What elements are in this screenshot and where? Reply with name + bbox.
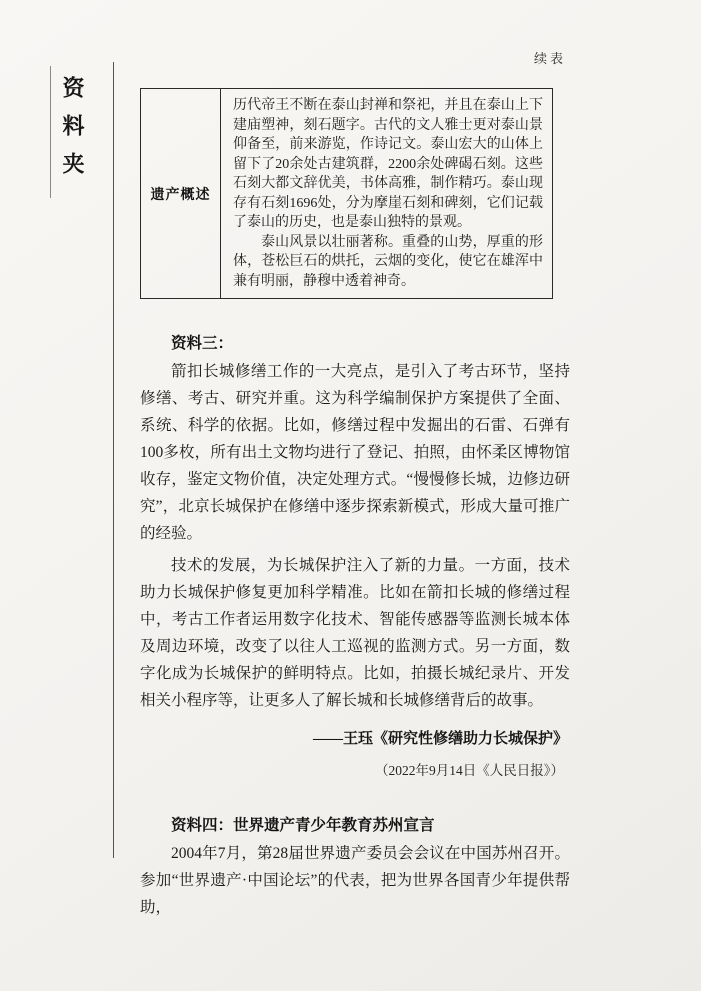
folder-tab-label: 资料夹 bbox=[60, 76, 85, 190]
margin-divider-line bbox=[113, 62, 114, 858]
table-row-header: 遗产概述 bbox=[141, 89, 221, 299]
material-four-heading: 资料四：世界遗产青少年教育苏州宣言 bbox=[171, 817, 435, 834]
material-three-paragraph-1: 箭扣长城修缮工作的一大亮点，是引入了考古环节，坚持修缮、考古、研究并重。这为科学编制保护方案提供了全面、系统、科学的依据。比如，修缮过程中发掘出的石雷、石弹有100多枚，所有出土文物均进行了登记、拍照，由怀柔区博物馆收存，鉴定文物价值，决定处理方式。“慢慢修长城，边修边研究”，北京长城保护在修缮中逐步探索新模式，形成大量可推广的经验。 bbox=[140, 363, 570, 542]
table-paragraph-2: 泰山风景以壮丽著称。重叠的山势，厚重的形体，苍松巨石的烘托，云烟的变化，使它在雄浑中兼有明丽，静穆中透着神奇。 bbox=[233, 234, 543, 289]
folder-tab-edge-line bbox=[50, 66, 51, 198]
page-content bbox=[140, 0, 570, 921]
attribution-line: ——王珏《研究性修缮助力长城保护》 bbox=[312, 731, 568, 747]
table-row bbox=[141, 89, 553, 299]
table-paragraph-1: 历代帝王不断在泰山封禅和祭祀，并且在泰山上下建庙塑神，刻石题字。古代的文人雅士更对泰山景仰备至，前来游览，作诗记文。泰山宏大的山体上留下了20余处古建筑群，2200余处碑碣石刻。这些石刻大都文辞优美，书体高雅，制作精巧。泰山现存有石刻1696处，分为摩崖石刻和碑刻，它们记载了泰山的历史，也是泰山独特的景观。 bbox=[233, 98, 543, 230]
source-citation-line: （2022年9月14日《人民日报》） bbox=[375, 763, 564, 778]
continued-table-label: 续表 bbox=[533, 51, 566, 66]
material-four-paragraph-1: 2004年7月，第28届世界遗产委员会会议在中国苏州召开。参加“世界遗产·中国论坛”的代表，把为世界各国青少年提供帮助， bbox=[140, 845, 570, 916]
heritage-overview-table bbox=[140, 88, 553, 299]
table-body-cell bbox=[221, 89, 553, 299]
material-three-heading: 资料三： bbox=[171, 335, 234, 352]
material-three-paragraph-2: 技术的发展，为长城保护注入了新的力量。一方面，技术助力长城保护修复更加科学精准。比如在箭扣长城的修缮过程中，考古工作者运用数字化技术、智能传感器等监测长城本体及周边环境，改变了以往人工巡视的监测方式。另一方面，数字化成为长城保护的鲜明特点。比如，拍摄长城纪录片、开发相关小程序等，让更多人了解长城和长城修缮背后的故事。 bbox=[140, 557, 570, 709]
